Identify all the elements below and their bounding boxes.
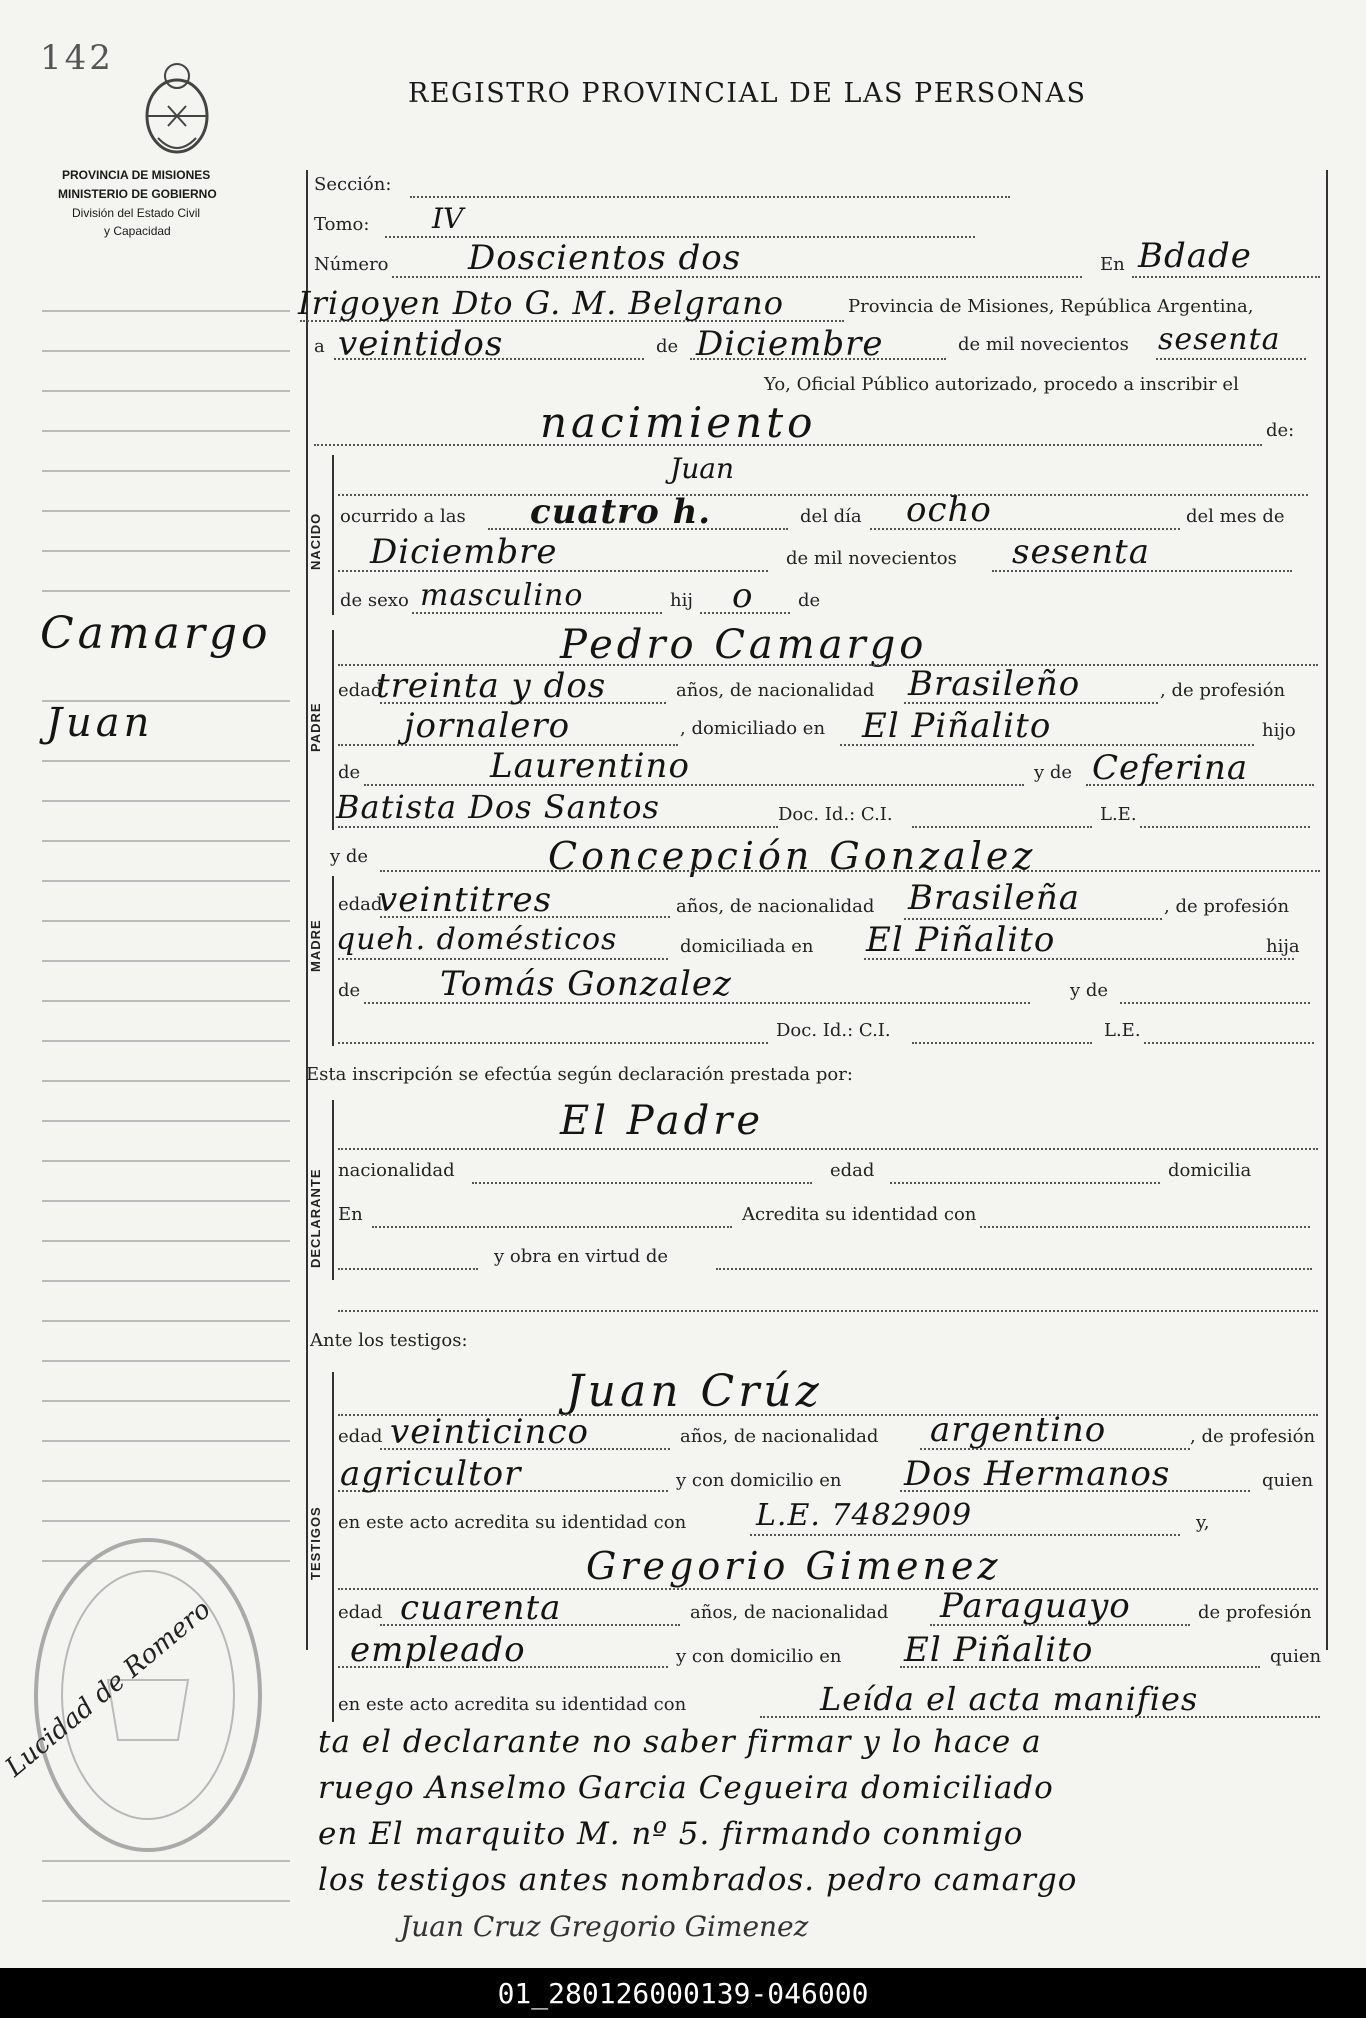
margin-signature: Lucidad de Romero — [0, 1594, 217, 1783]
madre-prof-label: , de profesión — [1164, 896, 1290, 917]
hij-label: hij — [670, 590, 693, 611]
acto-value: nacimiento — [540, 398, 817, 447]
testigo2-profesion: empleado — [350, 1630, 526, 1670]
numero-label: Número — [314, 254, 389, 275]
padre-madre: Ceferina — [1092, 748, 1249, 788]
testigo2-nacionalidad: Paraguayo — [940, 1586, 1131, 1626]
division-label: División del Estado Civil — [72, 206, 201, 220]
en-value: Bdade — [1138, 236, 1252, 276]
dia-inscripcion: veintidos — [338, 324, 504, 364]
decl-obra-label: y obra en virtud de — [494, 1246, 669, 1267]
madre-profesion: queh. domésticos — [336, 922, 618, 957]
t1-acredita-label: en este acto acredita su identidad con — [338, 1512, 687, 1533]
decl-nac-label: nacionalidad — [338, 1160, 455, 1181]
t2-dom-label: y con domicilio en — [676, 1646, 842, 1667]
page-number: 142 — [40, 38, 114, 78]
numero-value: Doscientos dos — [468, 238, 742, 278]
nombre-value: Juan — [670, 452, 734, 485]
de-mil-label: de mil novecientos — [958, 334, 1129, 355]
ministry-label: MINISTERIO DE GOBIERNO — [58, 187, 217, 201]
margin-surname: Camargo — [40, 608, 272, 659]
padre-profesion: jornalero — [404, 706, 571, 746]
hij-suffix: o — [732, 576, 754, 616]
firmas: Juan Cruz Gregorio Gimenez — [400, 1910, 809, 1943]
de-label: de — [656, 336, 679, 357]
testigo2-domicilio: El Piñalito — [904, 1630, 1094, 1670]
testigo1-profesion: agricultor — [340, 1454, 522, 1494]
nota-5: los testigos antes nombrados. pedro camargo — [318, 1862, 1078, 1898]
anio-value: sesenta — [1012, 532, 1150, 572]
madre-nac-label: años, de nacionalidad — [676, 896, 875, 917]
decl-dom-label: domicilia — [1168, 1160, 1252, 1181]
madre-doc-label: Doc. Id.: C.I. — [776, 1020, 891, 1041]
provincia-label: Provincia de Misiones, República Argentina, — [848, 296, 1254, 317]
madre-edad: veintitres — [378, 880, 553, 920]
padre-domicilio: El Piñalito — [862, 706, 1052, 746]
en-label: En — [1100, 254, 1125, 275]
tomo-value: IV — [432, 202, 464, 235]
a-label: a — [314, 336, 325, 357]
madre-domicilio: El Piñalito — [866, 920, 1056, 960]
testigo1-nacionalidad: argentino — [930, 1410, 1107, 1450]
declarante-nombre: El Padre — [560, 1098, 765, 1144]
testigo2-edad: cuarenta — [400, 1588, 562, 1628]
padre-nombre: Pedro Camargo — [560, 622, 928, 668]
madre-yde-2-label: y de — [1070, 980, 1109, 1001]
tomo-label: Tomo: — [314, 214, 370, 235]
t2-prof-label: de profesión — [1198, 1602, 1312, 1623]
de-mil-2-label: de mil novecientos — [786, 548, 957, 569]
padre-nac-label: años, de nacionalidad — [676, 680, 875, 701]
t1-nac-label: años, de nacionalidad — [680, 1426, 879, 1447]
province-label: PROVINCIA DE MISIONES — [62, 168, 211, 182]
declarante-label: DECLARANTE — [308, 1168, 323, 1268]
padre-doc-label: Doc. Id.: C.I. — [778, 804, 893, 825]
official-stamp-icon — [28, 1530, 268, 1860]
testigo1-edad: veinticinco — [390, 1412, 589, 1452]
sexo-label: de sexo — [340, 590, 409, 611]
madre-hija-label: hija — [1266, 936, 1300, 957]
dia-value: ocho — [906, 490, 992, 530]
testigo2-nombre: Gregorio Gimenez — [586, 1544, 1002, 1588]
t2-acredita-label: en este acto acredita su identidad con — [338, 1694, 687, 1715]
madre-label: MADRE — [308, 919, 323, 972]
padre-label: PADRE — [308, 702, 323, 752]
padre-padre: Laurentino — [490, 746, 690, 786]
padre-yde-label: y de — [1034, 762, 1073, 783]
ocurrido-label: ocurrido a las — [340, 506, 466, 527]
footer-id: 01_280126000139-046000 — [497, 1976, 869, 2010]
padre-edad-label: edad — [338, 680, 383, 701]
t1-quien-label: quien — [1262, 1470, 1314, 1491]
madre-padre: Tomás Gonzalez — [440, 964, 732, 1004]
t1-dom-label: y con domicilio en — [676, 1470, 842, 1491]
decl-en-label: En — [338, 1204, 363, 1225]
madre-de-label: de — [338, 980, 361, 1001]
lugar-value: Irigoyen Dto G. M. Belgrano — [298, 284, 784, 322]
footer-id-bar — [0, 1968, 1366, 2018]
padre-hijo-label: hijo — [1262, 720, 1296, 741]
padre-dom-label: , domiciliado en — [680, 718, 826, 739]
decl-acredita-label: Acredita su identidad con — [742, 1204, 977, 1225]
decl-edad-label: edad — [830, 1160, 875, 1181]
t1-y-label: y, — [1196, 1512, 1210, 1533]
de-2-label: de — [798, 590, 821, 611]
mes-value: Diciembre — [370, 532, 558, 572]
madre-edad-label: edad — [338, 894, 383, 915]
oficial-text: Yo, Oficial Público autorizado, procedo a inscribir el — [764, 374, 1239, 395]
inscripcion-text: Esta inscripción se efectúa según declaración prestada por: — [306, 1064, 853, 1085]
de-colon-label: de: — [1266, 420, 1295, 441]
madre-nombre: Concepción Gonzalez — [548, 834, 1037, 878]
margin-given-name: Juan — [46, 700, 154, 746]
ante-testigos-label: Ante los testigos: — [310, 1330, 468, 1351]
del-dia-label: del día — [800, 506, 862, 527]
sexo-value: masculino — [420, 578, 584, 613]
del-mes-label: del mes de — [1186, 506, 1285, 527]
nota-2: ta el declarante no saber firmar y lo hace a — [318, 1724, 1042, 1760]
padre-prof-label: , de profesión — [1160, 680, 1286, 701]
padre-nacionalidad: Brasileño — [908, 664, 1081, 704]
testigo1-identidad: L.E. 7482909 — [756, 1498, 973, 1533]
mes-inscripcion: Diciembre — [696, 324, 884, 364]
madre-yde-label: y de — [330, 846, 369, 867]
t2-quien-label: quien — [1270, 1646, 1322, 1667]
nacido-label: NACIDO — [308, 512, 323, 570]
t1-edad-label: edad — [338, 1426, 383, 1447]
seccion-label: Sección: — [314, 174, 392, 195]
padre-edad: treinta y dos — [376, 666, 607, 706]
madre-le-label: L.E. — [1104, 1020, 1141, 1041]
hora-value: cuatro h. — [530, 492, 712, 532]
nota-4: en El marquito M. nº 5. firmando conmigo — [318, 1816, 1024, 1852]
page-title: REGISTRO PROVINCIAL DE LAS PERSONAS — [408, 78, 1087, 109]
nota-3: ruego Anselmo Garcia Cegueira domiciliado — [318, 1770, 1054, 1806]
t2-nac-label: años, de nacionalidad — [690, 1602, 889, 1623]
testigo1-nombre: Juan Crúz — [566, 1366, 823, 1417]
nota-1: Leída el acta manifies — [820, 1680, 1199, 1718]
t2-edad-label: edad — [338, 1602, 383, 1623]
coat-of-arms-icon — [138, 58, 216, 158]
padre-madre-cont: Batista Dos Santos — [336, 788, 660, 826]
capacity-label: y Capacidad — [104, 224, 171, 238]
testigos-label: TESTIGOS — [308, 1506, 323, 1580]
padre-de-label: de — [338, 762, 361, 783]
madre-dom-label: domiciliada en — [680, 936, 814, 957]
madre-nacionalidad: Brasileña — [908, 878, 1080, 918]
padre-le-label: L.E. — [1100, 804, 1137, 825]
testigo1-domicilio: Dos Hermanos — [904, 1454, 1171, 1494]
t1-prof-label: , de profesión — [1190, 1426, 1316, 1447]
anio-inscripcion: sesenta — [1158, 322, 1281, 357]
